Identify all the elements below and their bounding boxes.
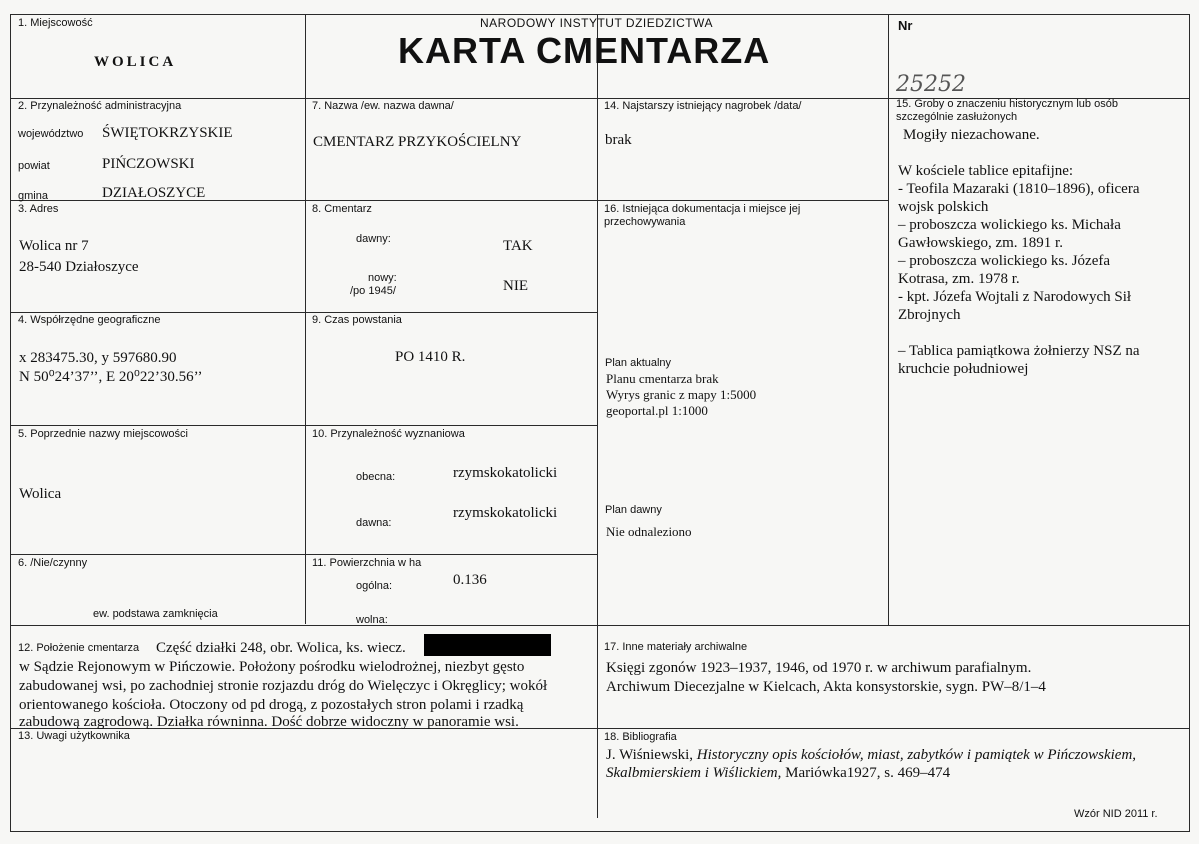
field18-title1: Historyczny opis kościołów, miast, zabytków i pamiątek w Pińczowskiem, xyxy=(696,747,1137,763)
field10-dawna-value: rzymskokatolicki xyxy=(453,505,558,521)
border-right xyxy=(1189,14,1190,832)
field15-line: – Tablica pamiątkowa żołnierzy NSZ na xyxy=(898,343,1140,359)
divider-col3 xyxy=(888,14,889,626)
field15-line: - kpt. Józefa Wojtali z Narodowych Sił xyxy=(898,289,1132,305)
field11-wolna-label: wolna: xyxy=(356,614,388,626)
field2-woj-label: województwo xyxy=(18,128,84,140)
field16-plan-dawny-label: Plan dawny xyxy=(605,504,662,516)
field16-plan-dawny-value: Nie odnaleziono xyxy=(606,524,692,539)
field15-list xyxy=(898,126,1183,378)
border-left xyxy=(10,14,11,832)
field2-gmina-label: gmina xyxy=(18,190,48,202)
field4-line1: x 283475.30, y 597680.90 xyxy=(19,350,177,366)
field16-plan-aktualny-label: Plan aktualny xyxy=(605,357,672,369)
field15-line: W kościele tablice epitafijne: xyxy=(898,163,1074,179)
field1-value: WOLICA xyxy=(94,54,177,70)
field12-line3: orientowanego kościoła. Otoczony od pd drogą, z pozostałych stron polami i rzadką xyxy=(19,697,524,713)
field15-line: wojsk polskich xyxy=(898,199,989,215)
field10-dawna-label: dawna: xyxy=(356,517,392,529)
field13-label: 13. Uwagi użytkownika xyxy=(18,730,130,742)
field8-nowy-label: nowy: xyxy=(368,272,397,284)
field15-line: Zbrojnych xyxy=(898,307,961,323)
field15-line: – proboszcza wolickiego ks. Józefa xyxy=(898,253,1111,269)
border-top xyxy=(10,14,1190,15)
field15-label-2: szczególnie zasłużonych xyxy=(896,111,1018,123)
template-version: Wzór NID 2011 r. xyxy=(1074,808,1158,820)
field18-line1 xyxy=(606,746,1136,764)
field7-value: CMENTARZ PRZYKOŚCIELNY xyxy=(313,134,522,150)
field15-line: Kotrasa, zm. 1978 r. xyxy=(898,271,1020,287)
field12-line2: zabudowanej wsi, po zachodniej stronie rozjazdu dróg do Wielęczyc i Okręglicy; wokół xyxy=(19,678,548,694)
field10-obecna-value: rzymskokatolicki xyxy=(453,465,558,481)
field8-nowy-label2: /po 1945/ xyxy=(350,285,396,297)
divider-row-8 xyxy=(305,200,889,201)
field8-dawny-label: dawny: xyxy=(356,233,391,245)
field14-label: 14. Najstarszy istniejący nagrobek /data/ xyxy=(604,100,802,112)
field15-label: 15. Groby o znaczeniu historycznym lub osób xyxy=(896,98,1118,110)
field4-label: 4. Współrzędne geograficzne xyxy=(18,314,161,326)
field10-label: 10. Przynależność wyznaniowa xyxy=(312,428,465,440)
field4-line2: N 50⁰24’37’’, E 20⁰22’30.56’’ xyxy=(19,369,203,385)
field18-label: 18. Bibliografia xyxy=(604,731,677,743)
page-title: KARTA CMENTARZA xyxy=(398,30,771,71)
field18-line2 xyxy=(606,764,950,782)
field8-label: 8. Cmentarz xyxy=(312,203,372,215)
field15-line: – proboszcza wolickiego ks. Michała xyxy=(898,217,1121,233)
field18-rest: , Mariówka1927, s. 469–474 xyxy=(777,765,951,781)
field2-powiat-label: powiat xyxy=(18,160,50,172)
field7-label: 7. Nazwa /ew. nazwa dawna/ xyxy=(312,100,454,112)
field9-value: PO 1410 R. xyxy=(395,349,466,365)
field3-line2: 28-540 Działoszyce xyxy=(19,259,139,275)
field12-first-line: Część działki 248, obr. Wolica, ks. wiecz. xyxy=(156,640,406,656)
field17-line2: Archiwum Diecezjalne w Kielcach, Akta konsystorskie, sygn. PW–8/1–4 xyxy=(606,679,1046,695)
field9-label: 9. Czas powstania xyxy=(312,314,402,326)
divider-row-5 xyxy=(10,425,598,426)
field2-label: 2. Przynależność administracyjna xyxy=(18,100,182,112)
field8-nowy-value: NIE xyxy=(503,278,528,294)
field14-value: brak xyxy=(605,132,632,148)
field2-gmina-value: DZIAŁOSZYCE xyxy=(102,185,206,201)
field16-plan-aktualny-line2: Wyrys granic z mapy 1:5000 xyxy=(606,387,757,402)
field2-woj-value: ŚWIĘTOKRZYSKIE xyxy=(102,125,233,141)
divider-col2 xyxy=(597,14,598,818)
divider-row-4 xyxy=(10,312,598,313)
field1-label: 1. Miejscowość xyxy=(18,17,93,29)
divider-col1 xyxy=(305,14,306,624)
field15-line: - Teofila Mazaraki (1810–1896), oficera xyxy=(898,181,1140,197)
field2-powiat-value: PIŃCZOWSKI xyxy=(102,156,195,172)
divider-row-6 xyxy=(10,554,598,555)
field12-line4: zabudową zagrodową. Działka równinna. Dość dobrze widoczny w panoramie wsi. xyxy=(19,714,519,730)
field5-label: 5. Poprzednie nazwy miejscowości xyxy=(18,428,188,440)
field16-label: 16. Istniejąca dokumentacja i miejsce jej xyxy=(604,203,801,215)
field15-line: Mogiły niezachowane. xyxy=(903,127,1040,143)
field18-author: J. Wiśniewski, xyxy=(606,747,697,763)
field17-line1: Księgi zgonów 1923–1937, 1946, od 1970 r. w archiwum parafialnym. xyxy=(606,660,1032,676)
field12-label: 12. Położenie cmentarza xyxy=(18,642,140,654)
field12-line1: w Sądzie Rejonowym w Pińczowie. Położony pośrodku wielodrożnej, niezbyt gęsto xyxy=(19,659,525,675)
field6-sublabel: ew. podstawa zamknięcia xyxy=(93,608,218,620)
field11-label: 11. Powierzchnia w ha xyxy=(312,557,422,569)
field3-label: 3. Adres xyxy=(18,203,59,215)
field3-line1: Wolica nr 7 xyxy=(19,238,89,254)
field15-line: kruchcie południowej xyxy=(898,361,1029,377)
divider-row-12 xyxy=(10,625,1190,626)
field15-line xyxy=(898,324,1183,342)
cemetery-card-form xyxy=(10,14,1190,832)
field18-title2: Skalbmierskiem i Wiślickiem xyxy=(606,765,778,781)
field16-label-2: przechowywania xyxy=(604,216,686,228)
institute-name: NARODOWY INSTYTUT DZIEDZICTWA xyxy=(480,16,713,30)
field6-label: 6. /Nie/czynny xyxy=(18,557,88,569)
nr-handwritten-value: 25252 xyxy=(896,72,966,97)
field11-ogolna-value: 0.136 xyxy=(453,572,487,588)
field15-line xyxy=(898,144,1183,162)
field16-plan-aktualny-line3: geoportal.pl 1:1000 xyxy=(606,403,708,418)
border-bottom xyxy=(10,831,1190,832)
field17-label: 17. Inne materiały archiwalne xyxy=(604,641,748,653)
nr-label: Nr xyxy=(898,18,913,33)
redaction-bar xyxy=(424,634,551,656)
field5-value: Wolica xyxy=(19,486,62,502)
field15-line: Gawłowskiego, zm. 1891 r. xyxy=(898,235,1063,251)
field8-dawny-value: TAK xyxy=(503,238,533,254)
field16-plan-aktualny-line1: Planu cmentarza brak xyxy=(606,371,719,386)
field11-ogolna-label: ogólna: xyxy=(356,580,393,592)
field10-obecna-label: obecna: xyxy=(356,471,396,483)
